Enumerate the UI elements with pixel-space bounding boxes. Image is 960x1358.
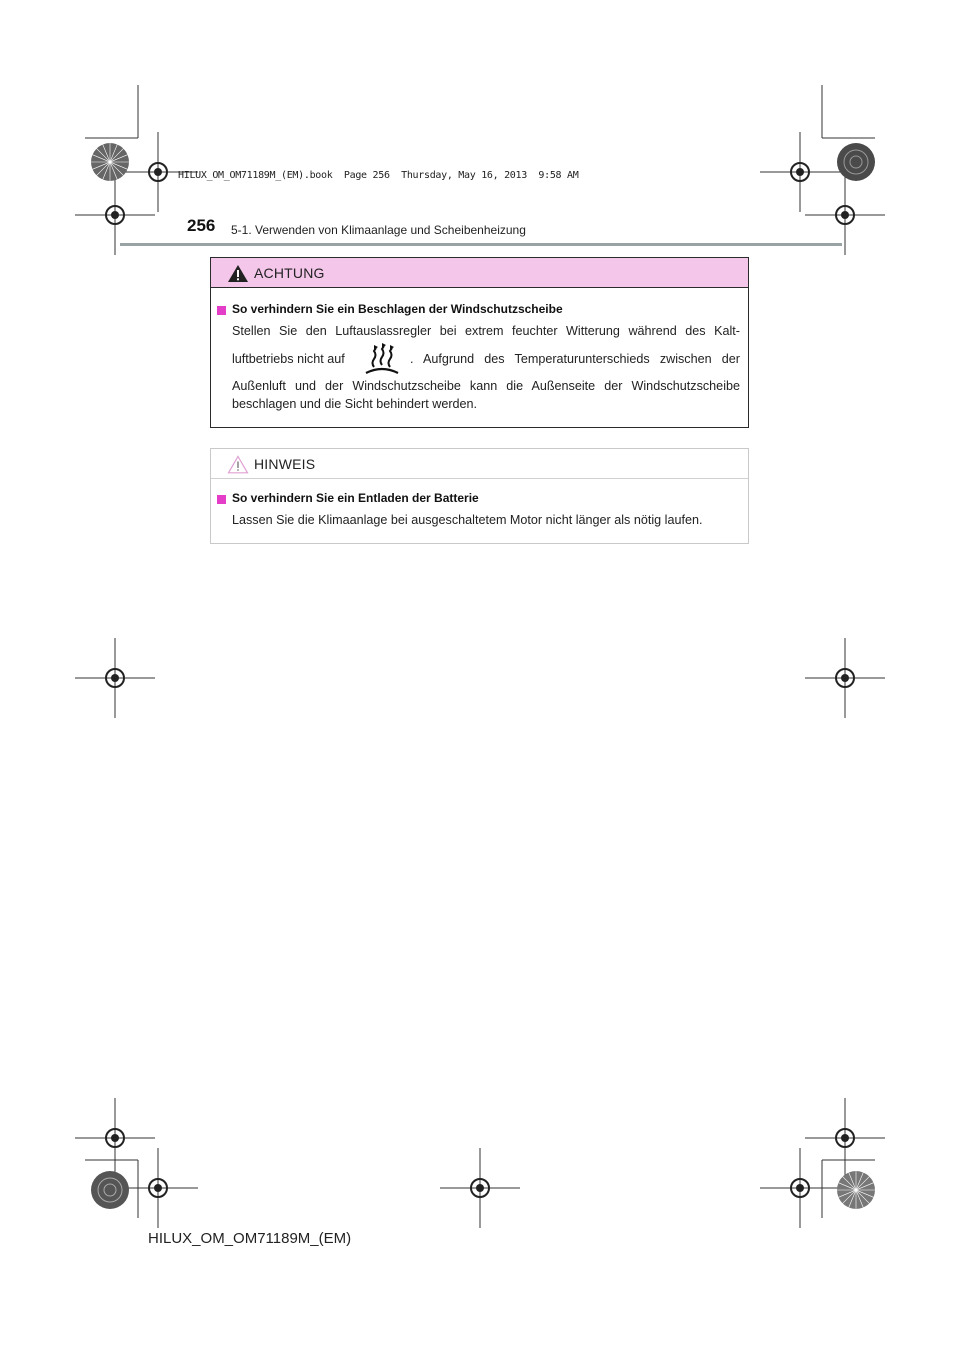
section-title: 5-1. Verwenden von Klimaanlage und Scheibenheizung: [231, 223, 526, 237]
windshield-defroster-icon: [363, 343, 401, 379]
color-rosette-icon: [90, 1170, 130, 1210]
caution-box: [210, 257, 749, 428]
caution-title: ACHTUNG: [254, 265, 325, 281]
print-info-line: HILUX_OM_OM71189M_(EM).book Page 256 Thursday, May 16, 2013 9:58 AM: [178, 170, 579, 181]
notice-text: Lassen Sie die Klimaanlage bei ausgeschaltetem Motor nicht länger als nötig laufen.: [232, 513, 703, 527]
page-number: 256: [187, 216, 216, 235]
caution-subtitle: So verhindern Sie ein Beschlagen der Windschutzscheibe: [232, 302, 563, 316]
bullet-square-icon: [217, 495, 226, 504]
bullet-square-icon: [217, 306, 226, 315]
warning-triangle-outline-icon: [227, 455, 249, 474]
notice-box-header: [211, 449, 748, 479]
header-rule: [120, 243, 842, 246]
caution-text-line: . Aufgrund des Temperaturunterschieds zwischen der: [410, 352, 740, 366]
notice-subtitle: So verhindern Sie ein Entladen der Batterie: [232, 491, 479, 505]
caution-text-line: Außenluft und der Windschutzscheibe kann die Außenseite der Windschutzscheibe: [232, 379, 740, 393]
notice-title: HINWEIS: [254, 456, 316, 472]
color-rosette-icon: [836, 142, 876, 182]
caution-text-line: luftbetriebs nicht auf: [232, 352, 345, 366]
color-rosette-icon: [836, 1170, 876, 1210]
color-rosette-icon: [90, 142, 130, 182]
caution-text-line: beschlagen und die Sicht behindert werden.: [232, 397, 478, 411]
caution-text-line: Stellen Sie den Luftauslassregler bei extrem feuchter Witterung während des Kalt-: [232, 324, 740, 338]
notice-box: [210, 448, 749, 544]
document-code: HILUX_OM_OM71189M_(EM): [148, 1230, 352, 1247]
warning-triangle-filled-icon: [227, 264, 249, 283]
caution-box-header: [211, 258, 748, 288]
